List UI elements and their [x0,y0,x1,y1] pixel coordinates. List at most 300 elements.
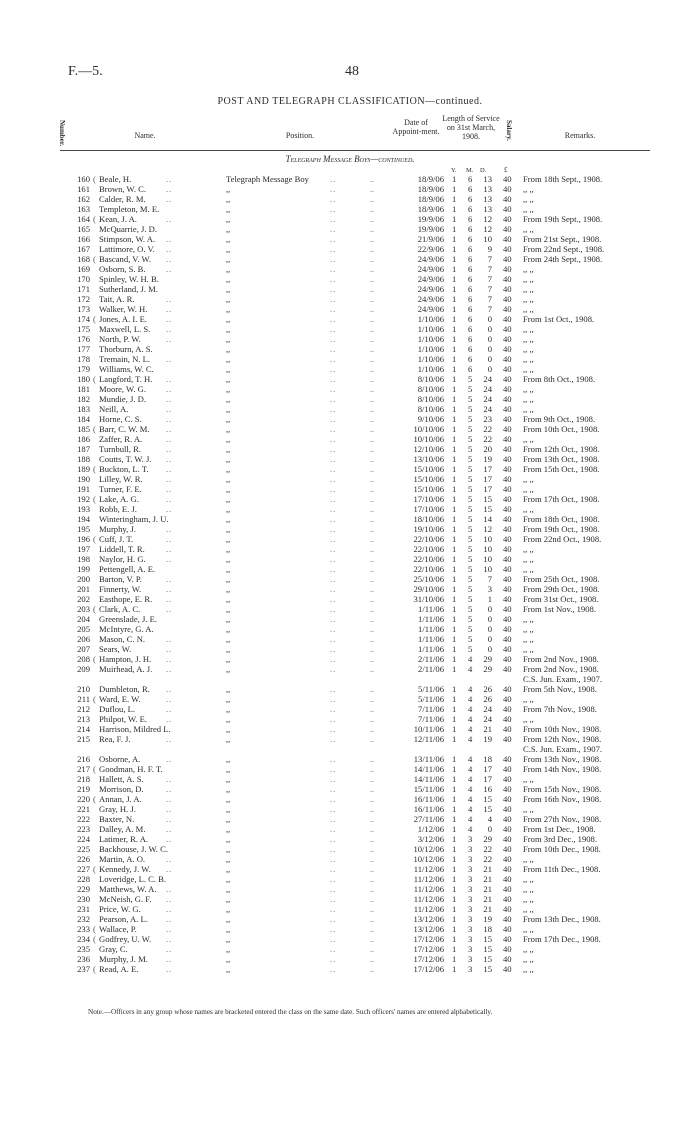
row-position-leader: .. [330,504,337,514]
row-name: Matthews, W. A. [99,884,157,894]
row-appointment-date: 12/10/06 [413,444,444,454]
row-remarks: From 17th Oct., 1908. [523,494,600,504]
row-salary: 40 [503,794,512,804]
row-name: Moore, W. G. [99,384,147,394]
row-position-leader: .. [330,324,337,334]
row-salary: 40 [503,944,512,954]
row-number: 223 [77,824,90,834]
row-salary: 40 [503,554,512,564]
row-number: 214 [77,724,90,734]
row-remarks: ,, ,, [523,284,534,294]
row-remarks: From 1st Dec., 1908. [523,824,596,834]
row-appointment-date: 1/11/06 [418,624,444,634]
row-salary: 40 [503,504,512,514]
row-number: 170 [77,274,90,284]
row-bracket: ( [93,604,96,614]
row-service-days: 17 [483,484,492,494]
row-service-years: 1 [452,504,457,514]
row-appointment-date: 22/10/06 [413,534,444,544]
row-number: 215 [77,734,90,744]
row-date-leader: .. [370,714,375,724]
row-name-leader: .. [166,924,173,934]
row-remarks: From 10th Dec., 1908. [523,844,601,854]
row-position-leader: .. [330,404,337,414]
row-remarks: ,, ,, [523,954,534,964]
row-name: Wallace, P. [99,924,137,934]
row-date-leader: .. [370,954,375,964]
row-name-leader: .. [166,314,173,324]
row-service-months: 6 [468,174,473,184]
row-remarks: From 1st Nov., 1908. [523,604,596,614]
row-number: 235 [77,944,90,954]
row-remarks: ,, ,, [523,894,534,904]
row-appointment-date: 27/11/06 [413,814,444,824]
column-header-date: Date of Appoint-ment. [392,118,440,136]
row-position-leader: .. [330,924,337,934]
column-header-name: Name. [134,131,156,140]
row-appointment-date: 9/10/06 [417,414,444,424]
row-service-months: 4 [468,794,473,804]
row-service-months: 3 [468,864,473,874]
row-remarks: ,, ,, [523,544,534,554]
row-service-months: 4 [468,774,473,784]
row-service-days: 17 [483,774,492,784]
row-name: Godfrey, U. W. [99,934,152,944]
row-position: ,, [226,724,231,734]
row-service-months: 5 [468,634,473,644]
row-service-days: 12 [483,524,492,534]
row-salary: 40 [503,374,512,384]
table-row [0,894,700,904]
row-name: Kean, J. A. [99,214,137,224]
row-salary: 40 [503,184,512,194]
table-row [0,354,700,364]
table-row [0,214,700,224]
row-remarks: From 12th Oct., 1908. [523,444,600,454]
row-remarks: ,, ,, [523,854,534,864]
row-name: Kennedy, J. W. [99,864,151,874]
row-salary: 40 [503,644,512,654]
table-row [0,614,700,624]
row-service-months: 4 [468,684,473,694]
row-service-years: 1 [452,174,457,184]
row-appointment-date: 11/12/06 [413,884,444,894]
row-salary: 40 [503,834,512,844]
row-position-leader: .. [330,684,337,694]
row-position: ,, [226,264,231,274]
row-appointment-date: 11/12/06 [413,904,444,914]
row-name: Brown, W. C. [99,184,147,194]
row-position: ,, [226,294,231,304]
row-name-leader: .. [166,704,173,714]
row-date-leader: .. [370,934,375,944]
row-name: Gray, C. [99,944,128,954]
row-remarks: From 10th Nov., 1908. [523,724,602,734]
row-bracket: ( [93,214,96,224]
row-position-leader: .. [330,394,337,404]
row-remarks: ,, ,, [523,644,534,654]
row-appointment-date: 8/10/06 [417,394,444,404]
row-service-days: 24 [483,384,492,394]
row-service-months: 5 [468,594,473,604]
column-header-remarks: Remarks. [564,131,596,140]
row-service-years: 1 [452,954,457,964]
row-date-leader: .. [370,524,375,534]
row-date-leader: .. [370,534,375,544]
row-service-months: 3 [468,884,473,894]
row-position: ,, [226,204,231,214]
row-appointment-date: 24/9/06 [417,304,444,314]
row-position-leader: .. [330,624,337,634]
row-service-days: 23 [483,414,492,424]
row-service-months: 4 [468,754,473,764]
row-service-months: 3 [468,844,473,854]
row-service-months: 3 [468,944,473,954]
row-name: Templeton, M. E. [99,204,160,214]
row-position: ,, [226,814,231,824]
row-date-leader: .. [370,604,375,614]
row-remarks: ,, ,, [523,554,534,564]
row-position: ,, [226,614,231,624]
row-name-leader: .. [166,904,173,914]
table-row [0,574,700,584]
table-row [0,524,700,534]
row-number: 165 [77,224,90,234]
row-number: 179 [77,364,90,374]
row-appointment-date: 14/11/06 [413,774,444,784]
row-position: ,, [226,964,231,974]
row-appointment-date: 12/11/06 [413,734,444,744]
row-service-days: 13 [483,204,492,214]
row-date-leader: .. [370,864,375,874]
row-position-leader: .. [330,444,337,454]
row-salary: 40 [503,524,512,534]
section-heading: Telegraph Message Boys—continued. [285,154,415,164]
row-position-leader: .. [330,344,337,354]
row-service-years: 1 [452,774,457,784]
row-service-years: 1 [452,784,457,794]
row-appointment-date: 13/11/06 [413,754,444,764]
table-row [0,284,700,294]
table-row [0,824,700,834]
row-service-months: 3 [468,964,473,974]
row-position: ,, [226,374,231,384]
row-name-leader: .. [166,954,173,964]
row-remarks: ,, ,, [523,194,534,204]
row-number: 183 [77,404,90,414]
row-date-leader: .. [370,254,375,264]
row-name: Price, W. G. [99,904,141,914]
row-position: ,, [226,254,231,264]
row-appointment-date: 8/10/06 [417,374,444,384]
row-date-leader: .. [370,774,375,784]
row-name: Bascand, V. W. [99,254,151,264]
row-name: Martin, A. O. [99,854,146,864]
row-name-leader: .. [166,554,173,564]
table-row [0,764,700,774]
row-salary: 40 [503,884,512,894]
row-appointment-date: 1/10/06 [417,314,444,324]
row-position: ,, [226,214,231,224]
row-position: ,, [226,694,231,704]
row-date-leader: .. [370,764,375,774]
row-service-days: 22 [483,844,492,854]
row-salary: 40 [503,604,512,614]
row-position-leader: .. [330,714,337,724]
row-remarks: From 12th Nov., 1908. [523,734,602,744]
row-number: 194 [77,514,90,524]
bracket-note: Note.—Officers in any group whose names are bracketed entered the class on the same date. Such officers' names are entered alphabetically. [88,1008,493,1016]
row-salary: 40 [503,284,512,294]
row-appointment-date: 21/9/06 [417,234,444,244]
row-name: Tremain, N. L. [99,354,151,364]
row-service-years: 1 [452,924,457,934]
table-row [0,494,700,504]
row-date-leader: .. [370,694,375,704]
row-service-months: 3 [468,924,473,934]
row-remarks: ,, ,, [523,264,534,274]
row-number: 219 [77,784,90,794]
row-service-days: 24 [483,704,492,714]
row-remarks: ,, ,, [523,304,534,314]
row-remarks: ,, ,, [523,944,534,954]
row-position-leader: .. [330,894,337,904]
row-service-months: 5 [468,534,473,544]
row-salary: 40 [503,814,512,824]
row-bracket: ( [93,254,96,264]
row-service-days: 15 [483,804,492,814]
row-service-days: 3 [487,584,492,594]
row-remarks: From 10th Oct., 1908. [523,424,600,434]
row-remarks: ,, ,, [523,224,534,234]
row-service-days: 0 [487,624,492,634]
row-remarks: ,, ,, [523,504,534,514]
row-service-years: 1 [452,434,457,444]
row-position: ,, [226,774,231,784]
row-remarks: From 1st Oct., 1908. [523,314,595,324]
row-salary: 40 [503,174,512,184]
row-service-months: 3 [468,934,473,944]
row-service-months: 5 [468,444,473,454]
row-salary: 40 [503,584,512,594]
row-service-days: 15 [483,794,492,804]
row-name: Backhouse, J. W. C. [99,844,168,854]
row-position-leader: .. [330,934,337,944]
table-row [0,464,700,474]
row-service-days: 0 [487,634,492,644]
row-date-leader: .. [370,334,375,344]
row-appointment-date: 24/9/06 [417,254,444,264]
row-service-months: 4 [468,814,473,824]
row-service-months: 5 [468,564,473,574]
row-number: 216 [77,754,90,764]
row-salary: 40 [503,624,512,634]
row-appointment-date: 13/12/06 [413,914,444,924]
row-remarks: ,, ,, [523,474,534,484]
row-service-days: 29 [483,834,492,844]
table-row [0,744,700,754]
row-date-leader: .. [370,494,375,504]
row-position: ,, [226,624,231,634]
row-appointment-date: 31/10/06 [413,594,444,604]
row-salary: 40 [503,254,512,264]
row-name-leader: .. [166,234,173,244]
row-date-leader: .. [370,824,375,834]
row-service-months: 6 [468,234,473,244]
row-position: ,, [226,874,231,884]
row-service-years: 1 [452,474,457,484]
row-name: Hampton, J. H. [99,654,152,664]
row-number: 199 [77,564,90,574]
row-name-leader: .. [166,504,173,514]
row-position: ,, [226,784,231,794]
row-remarks: From 15th Oct., 1908. [523,464,600,474]
row-salary: 40 [503,404,512,414]
table-row [0,854,700,864]
row-service-months: 5 [468,374,473,384]
row-date-leader: .. [370,324,375,334]
row-salary: 40 [503,424,512,434]
table-row [0,754,700,764]
row-service-days: 13 [483,174,492,184]
row-position: ,, [226,834,231,844]
row-appointment-date: 17/10/06 [413,494,444,504]
row-name-leader: .. [166,434,173,444]
row-position: ,, [226,914,231,924]
row-position: ,, [226,934,231,944]
row-position: ,, [226,414,231,424]
row-salary: 40 [503,754,512,764]
table-row [0,784,700,794]
row-appointment-date: 13/10/06 [413,454,444,464]
row-service-years: 1 [452,374,457,384]
row-service-months: 4 [468,784,473,794]
row-position: ,, [226,344,231,354]
row-service-days: 18 [483,754,492,764]
row-service-years: 1 [452,274,457,284]
row-position: ,, [226,564,231,574]
row-service-months: 6 [468,254,473,264]
row-service-months: 5 [468,424,473,434]
row-salary: 40 [503,224,512,234]
row-position: ,, [226,234,231,244]
row-salary: 40 [503,924,512,934]
row-service-years: 1 [452,524,457,534]
row-remarks: ,, ,, [523,184,534,194]
row-salary: 40 [503,454,512,464]
row-appointment-date: 1/11/06 [418,614,444,624]
row-service-days: 0 [487,824,492,834]
row-number: 212 [77,704,90,714]
row-service-months: 4 [468,654,473,664]
row-number: 231 [77,904,90,914]
table-row [0,344,700,354]
row-remarks: From 18th Sept., 1908. [523,174,603,184]
row-bracket: ( [93,964,96,974]
row-number: 178 [77,354,90,364]
row-position: ,, [226,894,231,904]
table-row [0,264,700,274]
row-position-leader: .. [330,814,337,824]
table-row [0,914,700,924]
row-service-months: 6 [468,264,473,274]
row-position: Telegraph Message Boy [226,174,309,184]
row-name-leader: .. [166,784,173,794]
row-service-months: 5 [468,604,473,614]
row-service-months: 5 [468,494,473,504]
row-appointment-date: 7/11/06 [418,704,444,714]
column-header-number: Number. [58,120,66,146]
row-name-leader: .. [166,264,173,274]
row-position: ,, [226,464,231,474]
row-remarks: From 13th Dec., 1908. [523,914,601,924]
row-name: Lattimore, O. V. [99,244,155,254]
table-row [0,444,700,454]
table-row [0,304,700,314]
row-name-leader: .. [166,484,173,494]
row-number: 200 [77,574,90,584]
row-salary: 40 [503,954,512,964]
header-rule [60,150,650,151]
row-service-days: 9 [487,244,492,254]
row-number: 176 [77,334,90,344]
row-service-months: 5 [468,414,473,424]
row-number: 185 [77,424,90,434]
row-position-leader: .. [330,424,337,434]
row-service-days: 24 [483,404,492,414]
row-name: Tait, A. R. [99,294,135,304]
row-remarks: From 3rd Dec., 1908. [523,834,597,844]
row-service-years: 1 [452,424,457,434]
row-name: Osborne, A. [99,754,141,764]
row-number: 198 [77,554,90,564]
row-name: Lilley, W. R. [99,474,143,484]
row-date-leader: .. [370,704,375,714]
row-service-days: 0 [487,324,492,334]
row-name: Jones, A. I. E. [99,314,147,324]
row-remarks: From 25th Oct., 1908. [523,574,600,584]
row-service-months: 5 [468,624,473,634]
row-date-leader: .. [370,204,375,214]
row-position: ,, [226,944,231,954]
row-name: Dalley, A. M. [99,824,146,834]
row-appointment-date: 11/12/06 [413,894,444,904]
row-position-leader: .. [330,604,337,614]
row-position-leader: .. [330,204,337,214]
row-appointment-date: 8/10/06 [417,384,444,394]
row-position: ,, [226,454,231,464]
row-position: ,, [226,194,231,204]
row-remarks: From 9th Oct., 1908. [523,414,596,424]
row-position: ,, [226,504,231,514]
row-number: 237 [77,964,90,974]
table-row [0,564,700,574]
table-row [0,774,700,784]
row-remarks: ,, ,, [523,874,534,884]
row-date-leader: .. [370,224,375,234]
column-header-position: Position. [285,131,315,140]
row-position: ,, [226,364,231,374]
row-salary: 40 [503,934,512,944]
row-position-leader: .. [330,864,337,874]
row-service-months: 4 [468,734,473,744]
row-service-years: 1 [452,634,457,644]
row-position: ,, [226,284,231,294]
row-appointment-date: 18/9/06 [417,204,444,214]
table-row [0,314,700,324]
row-name: Naylor, H. G. [99,554,146,564]
table-row [0,964,700,974]
